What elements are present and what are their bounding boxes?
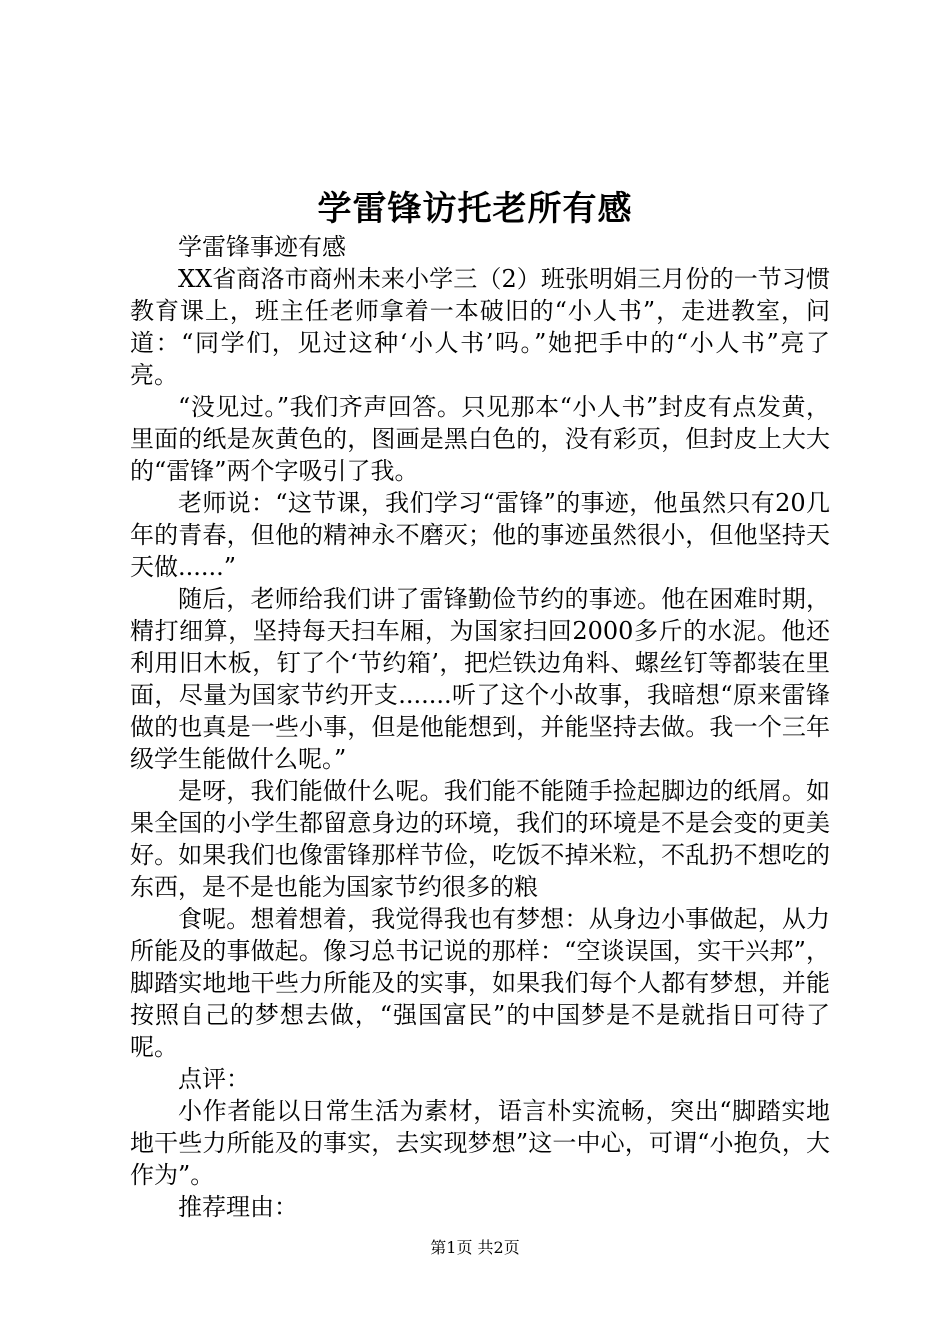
paragraph: 随后，老师给我们讲了雷锋勤俭节约的事迹。他在困难时期，精打细算，坚持每天扫车厢，为国家扫回2000多斤的水泥。他还利用旧木板，钉了个‘节约箱’，把烂铁边角料、螺丝钉等都装在里面，尽量为国家节约开支.......听了这个小故事，我暗想“原来雷锋做的也真是一些小事，但是他能想到，并能坚持去做。我一个三年级学生能做什么呢。”: [130, 585, 830, 773]
paragraph: 食呢。想着想着，我觉得我也有梦想：从身边小事做起，从力所能及的事做起。像习总书记说的那样：“空谈误国，实干兴邦”，脚踏实地地干些力所能及的实事，如果我们每个人都有梦想，并能按照自己的梦想去做，“强国富民”的中国梦是不是就指日可待了呢。: [130, 905, 830, 1061]
paragraph: 老师说：“这节课，我们学习“雷锋”的事迹，他虽然只有20几年的青春，但他的精神永不磨灭；他的事迹虽然很小，但他坚持天天做......”: [130, 489, 830, 581]
paragraph: “没见过。”我们齐声回答。只见那本“小人书”封皮有点发黄，里面的纸是灰黄色的，图画是黑白色的，没有彩页，但封皮上大大的“雷锋”两个字吸引了我。: [130, 393, 830, 485]
paragraph: 是呀，我们能做什么呢。我们能不能随手捡起脚边的纸屑。如果全国的小学生都留意身边的环境，我们的环境是不是会变的更美好。如果我们也像雷锋那样节俭，吃饭不掉米粒，不乱扔不想吃的东西，是不是也能为国家节约很多的粮: [130, 777, 830, 901]
document-body: [130, 231, 830, 1223]
paragraph: 小作者能以日常生活为素材，语言朴实流畅，突出“脚踏实地地干些力所能及的事实，去实现梦想”这一中心，可谓“小抱负，大作为”。: [130, 1097, 830, 1189]
document-title: 学雷锋访托老所有感: [317, 189, 633, 229]
paragraph: 推荐理由：: [178, 1193, 298, 1221]
page-footer: 第1页 共2页: [430, 1238, 520, 1257]
paragraph: XX省商洛市商州未来小学三（2）班张明娟三月份的一节习惯教育课上，班主任老师拿着一本破旧的“小人书”，走进教室，问道：“同学们，见过这种‘小人书’吗。”她把手中的“小人书”亮了亮。: [130, 265, 830, 389]
paragraph: 点评：: [178, 1065, 250, 1093]
paragraph: 学雷锋事迹有感: [178, 233, 346, 261]
